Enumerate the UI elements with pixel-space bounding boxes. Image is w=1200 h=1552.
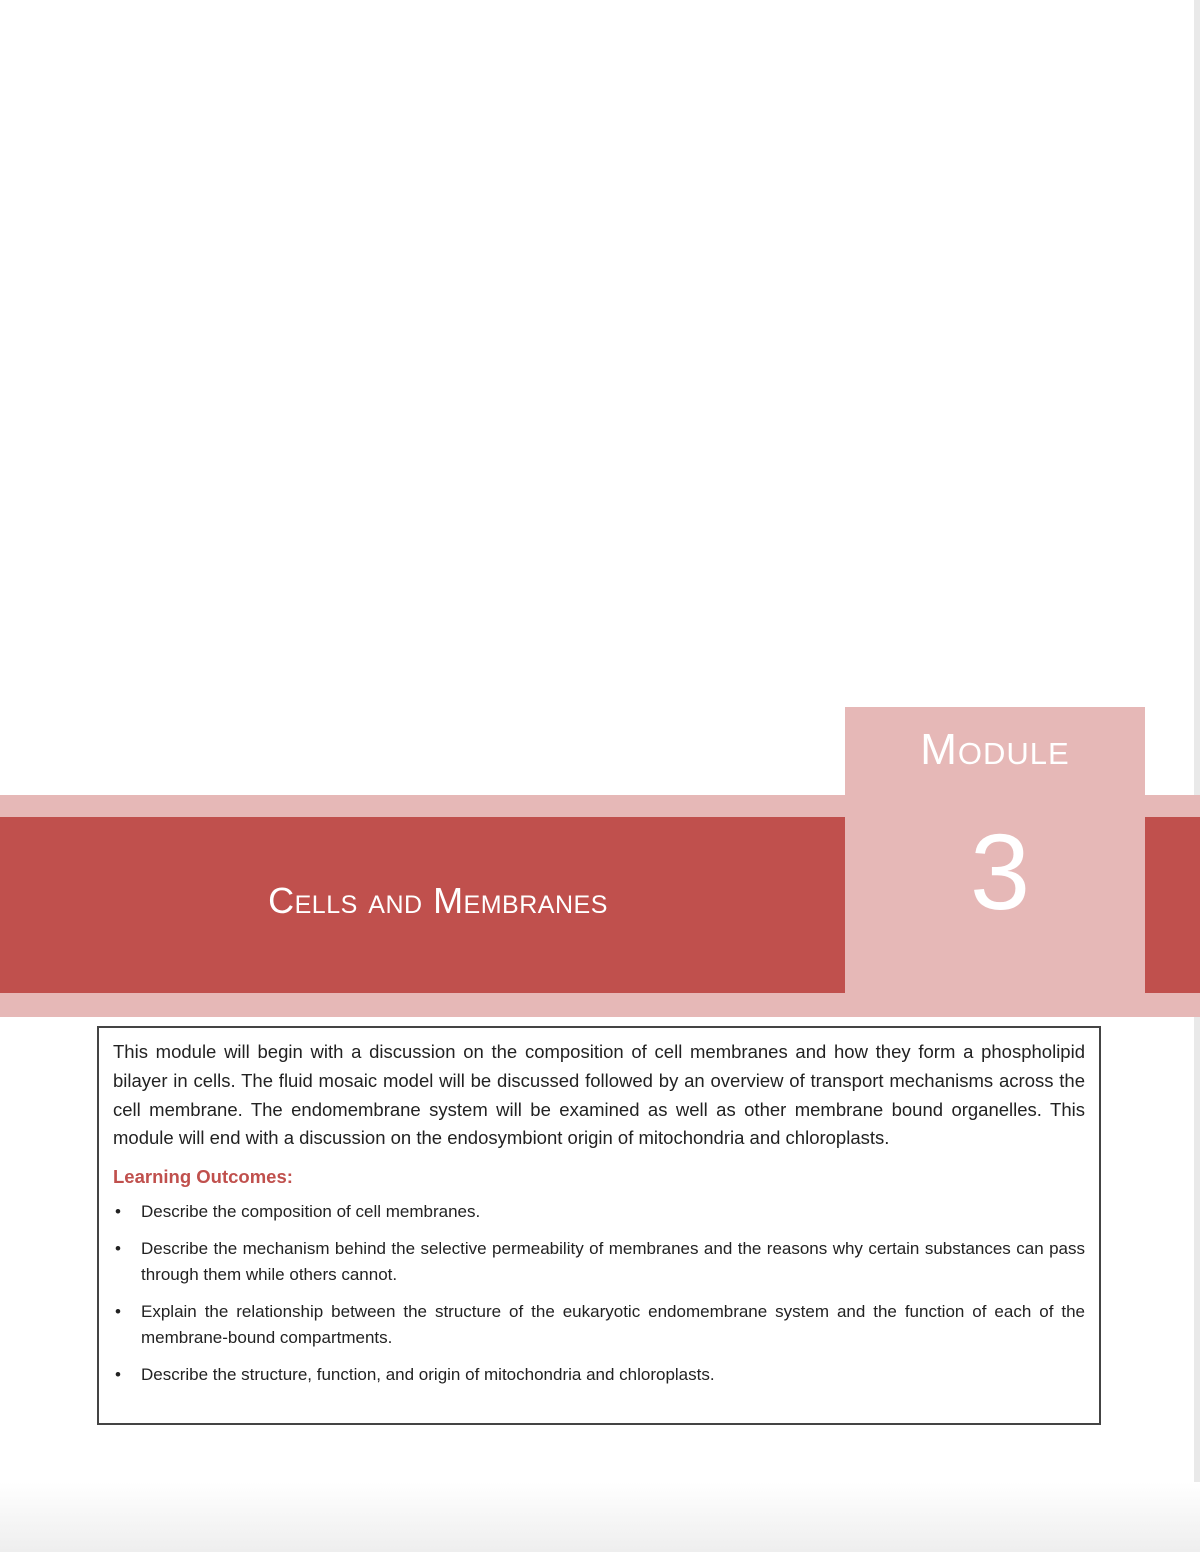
module-title: Cells and Membranes xyxy=(268,880,608,921)
learning-outcome-item xyxy=(113,1236,1085,1288)
learning-outcome-item xyxy=(113,1362,1085,1388)
module-summary-box xyxy=(97,1026,1101,1425)
learning-outcome-item xyxy=(113,1199,1085,1225)
module-label: Module xyxy=(920,725,1070,774)
page-right-edge xyxy=(1194,0,1200,1552)
learning-outcomes-list xyxy=(113,1199,1085,1388)
learning-outcome-text: Describe the structure, function, and origin of mitochondria and chloroplasts. xyxy=(141,1365,715,1385)
bullet-icon: • xyxy=(115,1202,121,1222)
learning-outcomes-heading: Learning Outcomes: xyxy=(113,1166,293,1188)
learning-outcome-text: Describe the composition of cell membranes. xyxy=(141,1202,481,1222)
bullet-icon: • xyxy=(115,1365,121,1385)
bullet-icon: • xyxy=(115,1302,121,1322)
module-intro-paragraph: This module will begin with a discussion on the composition of cell membranes and how they form a phospholipid bilayer in cells. The fluid mosaic model will be discussed followed by an overview of transport mechanisms across the cell membrane. The endomembrane system will be examined as well as other membrane bound organelles. This module will end with a discussion on the endosymbiont origin of mitochondria and chloroplasts. xyxy=(113,1041,1085,1149)
learning-outcome-text: Explain the relationship between the structure of the eukaryotic endomembrane system and the function of each of the membrane-bound compartments. xyxy=(141,1302,1085,1348)
module-number: 3 xyxy=(969,811,1031,932)
learning-outcome-text: Describe the mechanism behind the selective permeability of membranes and the reasons why certain substances can pass through them while others cannot. xyxy=(141,1239,1085,1285)
bullet-icon: • xyxy=(115,1239,121,1259)
learning-outcome-item xyxy=(113,1299,1085,1351)
page-bottom-shadow xyxy=(0,1482,1200,1552)
